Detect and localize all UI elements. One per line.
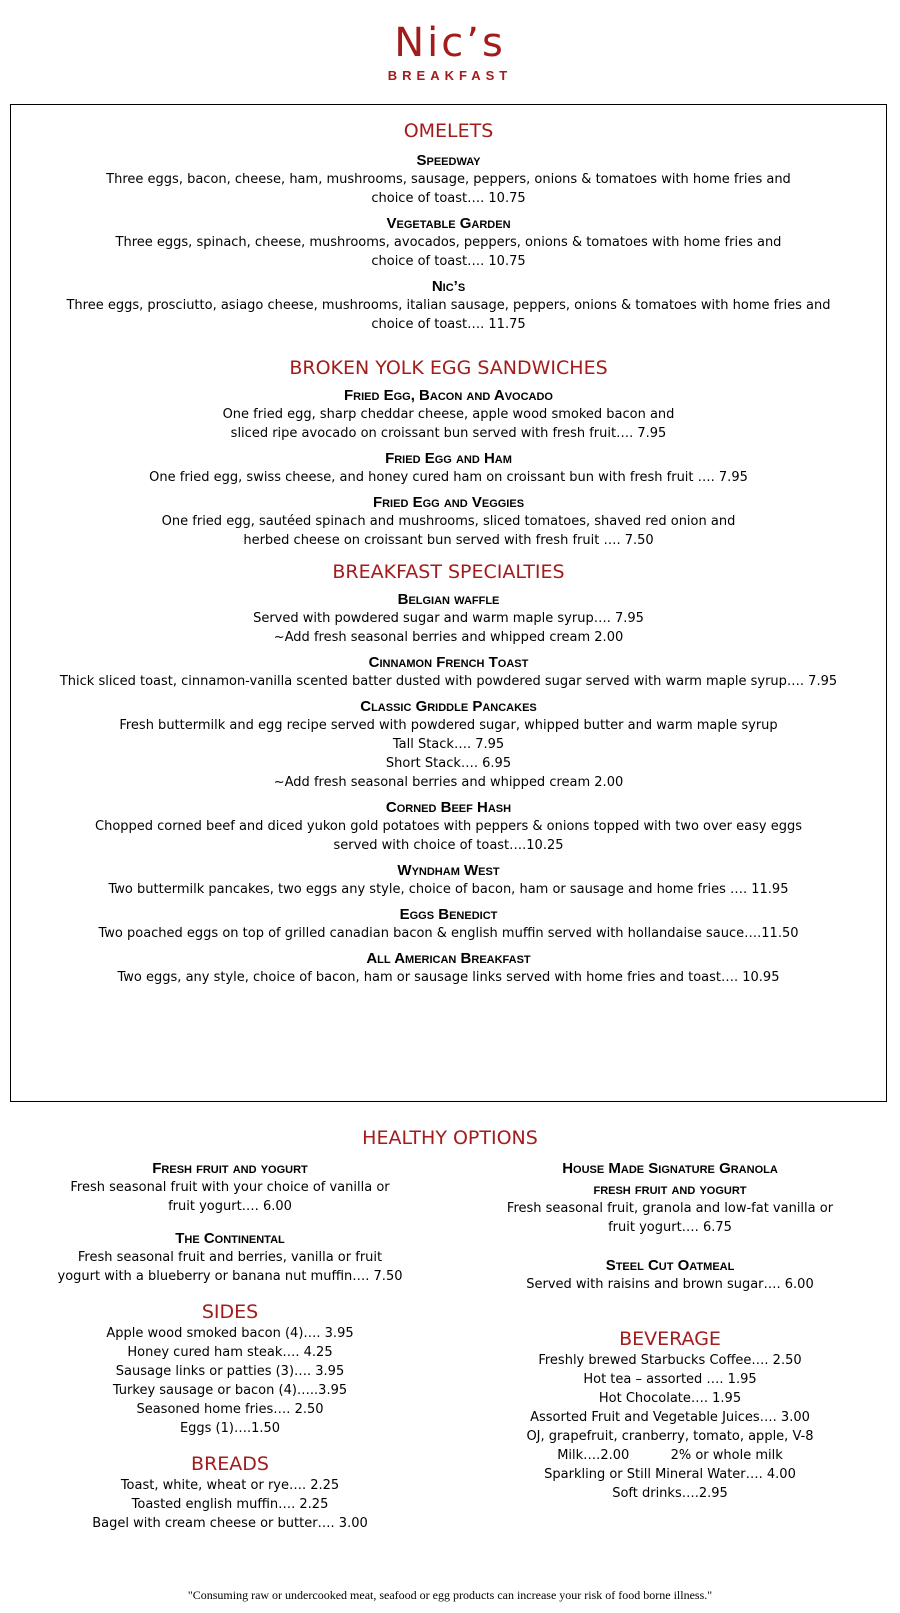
- breads-line: Bagel with cream cheese or butter…. 3.00: [92, 1516, 368, 1531]
- item-desc: Chopped corned beef and diced yukon gold potatoes with peppers & onions topped with two over easy eggs: [95, 819, 802, 834]
- restaurant-subtitle: BREAKFAST: [387, 68, 513, 83]
- restaurant-name: Nic’s: [394, 20, 506, 66]
- menu-item: [11, 799, 886, 855]
- item-desc: Short Stack…. 6.95: [385, 756, 512, 771]
- item-desc: One fried egg, swiss cheese, and honey cured ham on croissant bun with fresh fruit …. 7.95: [149, 470, 748, 485]
- item-name: Nic’s: [431, 278, 466, 295]
- section-title-specialties: BREAKFAST SPECIALTIES: [332, 561, 565, 583]
- item-desc: Three eggs, prosciutto, asiago cheese, mushrooms, italian sausage, peppers, onions & tomatoes with home fries and: [66, 298, 831, 313]
- beverage-line: Soft drinks….2.95: [612, 1486, 728, 1501]
- breads-section: [30, 1452, 430, 1533]
- menu-item: [470, 1257, 870, 1294]
- item-desc: sliced ripe avocado on croissant bun served with fresh fruit…. 7.95: [230, 426, 667, 441]
- item-desc: choice of toast…. 10.75: [371, 254, 526, 269]
- section-title-sides: SIDES: [201, 1301, 259, 1323]
- item-desc: Fresh buttermilk and egg recipe served with powdered sugar, whipped butter and warm maple syrup: [119, 718, 778, 733]
- menu-item: [11, 862, 886, 899]
- item-desc: ~Add fresh seasonal berries and whipped cream 2.00: [273, 775, 624, 790]
- item-desc: ~Add fresh seasonal berries and whipped cream 2.00: [273, 630, 624, 645]
- item-desc: Thick sliced toast, cinnamon-vanilla scented batter dusted with powdered sugar served with warm maple syrup…. 7.95: [59, 674, 838, 689]
- menu-item: [11, 591, 886, 647]
- beverage-line: Milk….2.00 2% or whole milk: [557, 1448, 783, 1463]
- item-desc: fruit yogurt…. 6.00: [168, 1199, 292, 1214]
- item-name: Vegetable Garden: [386, 215, 511, 232]
- item-desc: fruit yogurt…. 6.75: [608, 1220, 732, 1235]
- beverage-line: Hot tea – assorted …. 1.95: [583, 1372, 757, 1387]
- breads-line: Toast, white, wheat or rye…. 2.25: [120, 1478, 340, 1493]
- sides-line: Honey cured ham steak…. 4.25: [127, 1345, 333, 1360]
- menu-item: [30, 1230, 430, 1286]
- item-desc: Fresh seasonal fruit with your choice of vanilla or: [70, 1180, 390, 1195]
- item-desc: Two buttermilk pancakes, two eggs any style, choice of bacon, ham or sausage and home fries …. 11.95: [108, 882, 789, 897]
- item-name: Corned Beef Hash: [385, 799, 512, 816]
- beverage-section: [470, 1327, 870, 1503]
- item-name: Eggs Benedict: [399, 906, 498, 923]
- section-title-broken-yolk: BROKEN YOLK EGG SANDWICHES: [289, 357, 608, 379]
- food-safety-disclaimer: "Consuming raw or undercooked meat, seafood or egg products can increase your risk of food borne illness.": [187, 1588, 713, 1602]
- item-name: House Made Signature Granola: [562, 1160, 778, 1177]
- item-desc: One fried egg, sharp cheddar cheese, apple wood smoked bacon and: [222, 407, 675, 422]
- menu-item: [11, 450, 886, 487]
- item-desc: Two eggs, any style, choice of bacon, ham or sausage links served with home fries and toast…. 10.95: [117, 970, 780, 985]
- menu-item: [11, 906, 886, 943]
- section-title-omelets: OMELETS: [403, 120, 494, 142]
- beverage-line: Hot Chocolate…. 1.95: [598, 1391, 742, 1406]
- beverage-line: OJ, grapefruit, cranberry, tomato, apple, V-8: [526, 1429, 814, 1444]
- item-name: The Continental: [175, 1230, 285, 1247]
- item-name: Fried Egg and Veggies: [372, 494, 525, 511]
- item-name: Fried Egg, Bacon and Avocado: [343, 387, 553, 404]
- menu-item: [11, 215, 886, 271]
- item-desc: served with choice of toast….10.25: [333, 838, 564, 853]
- menu-header: [0, 0, 900, 83]
- item-name: Wyndham West: [397, 862, 500, 879]
- sides-line: Sausage links or patties (3)…. 3.95: [115, 1364, 345, 1379]
- main-menu-box: [10, 104, 887, 1102]
- item-desc: choice of toast…. 10.75: [371, 191, 526, 206]
- section-title-beverage: BEVERAGE: [619, 1328, 721, 1350]
- item-desc: Three eggs, spinach, cheese, mushrooms, avocados, peppers, onions & tomatoes with home fries and: [115, 235, 782, 250]
- section-title-breads: BREADS: [191, 1453, 269, 1475]
- item-desc: Fresh seasonal fruit, granola and low-fat vanilla or: [506, 1201, 834, 1216]
- menu-item: [470, 1160, 870, 1237]
- item-name: Fresh fruit and yogurt: [152, 1160, 308, 1177]
- item-name: All American Breakfast: [366, 950, 531, 967]
- item-desc: One fried egg, sautéed spinach and mushrooms, sliced tomatoes, shaved red onion and: [161, 514, 736, 529]
- item-desc: Tall Stack…. 7.95: [392, 737, 505, 752]
- item-desc: herbed cheese on croissant bun served with fresh fruit …. 7.50: [243, 533, 654, 548]
- item-name: Classic Griddle Pancakes: [360, 698, 537, 715]
- beverage-line: Sparkling or Still Mineral Water…. 4.00: [544, 1467, 796, 1482]
- item-name: Speedway: [416, 152, 481, 169]
- omelets-section: [11, 119, 886, 334]
- item-name: Fried Egg and Ham: [385, 450, 512, 467]
- item-desc: Fresh seasonal fruit and berries, vanilla or fruit: [77, 1250, 383, 1265]
- menu-item: [11, 698, 886, 792]
- broken-yolk-section: [11, 356, 886, 550]
- sides-line: Turkey sausage or bacon (4)…..3.95: [112, 1383, 348, 1398]
- item-name: Cinnamon French Toast: [368, 654, 529, 671]
- breads-line: Toasted english muffin…. 2.25: [131, 1497, 329, 1512]
- item-desc: Two poached eggs on top of grilled canadian bacon & english muffin served with hollandaise sauce….11.50: [98, 926, 799, 941]
- item-desc: Served with raisins and brown sugar…. 6.00: [526, 1277, 814, 1292]
- sides-section: [30, 1300, 430, 1438]
- item-desc: yogurt with a blueberry or banana nut muffin…. 7.50: [57, 1269, 403, 1284]
- specialties-section: [11, 560, 886, 987]
- item-desc: choice of toast…. 11.75: [371, 317, 526, 332]
- menu-item: [11, 387, 886, 443]
- section-title-healthy: HEALTHY OPTIONS: [362, 1127, 538, 1149]
- sides-line: Seasoned home fries…. 2.50: [136, 1402, 324, 1417]
- item-name: Steel Cut Oatmeal: [605, 1257, 735, 1274]
- sides-line: Eggs (1)….1.50: [179, 1421, 281, 1436]
- menu-item: [11, 278, 886, 334]
- menu-item: [11, 494, 886, 550]
- item-desc: Served with powdered sugar and warm maple syrup…. 7.95: [253, 611, 644, 626]
- sides-line: Apple wood smoked bacon (4)…. 3.95: [106, 1326, 354, 1341]
- beverage-line: Freshly brewed Starbucks Coffee…. 2.50: [538, 1353, 802, 1368]
- menu-item: [11, 152, 886, 208]
- item-subname: fresh fruit and yogurt: [593, 1181, 747, 1198]
- item-name: Belgian waffle: [397, 591, 500, 608]
- menu-item: [11, 950, 886, 987]
- right-column: [470, 1160, 870, 1503]
- item-desc: Three eggs, bacon, cheese, ham, mushrooms, sausage, peppers, onions & tomatoes with home fries and: [106, 172, 791, 187]
- menu-item: [30, 1160, 430, 1216]
- beverage-line: Assorted Fruit and Vegetable Juices…. 3.00: [530, 1410, 810, 1425]
- left-column: [30, 1160, 430, 1533]
- menu-item: [11, 654, 886, 691]
